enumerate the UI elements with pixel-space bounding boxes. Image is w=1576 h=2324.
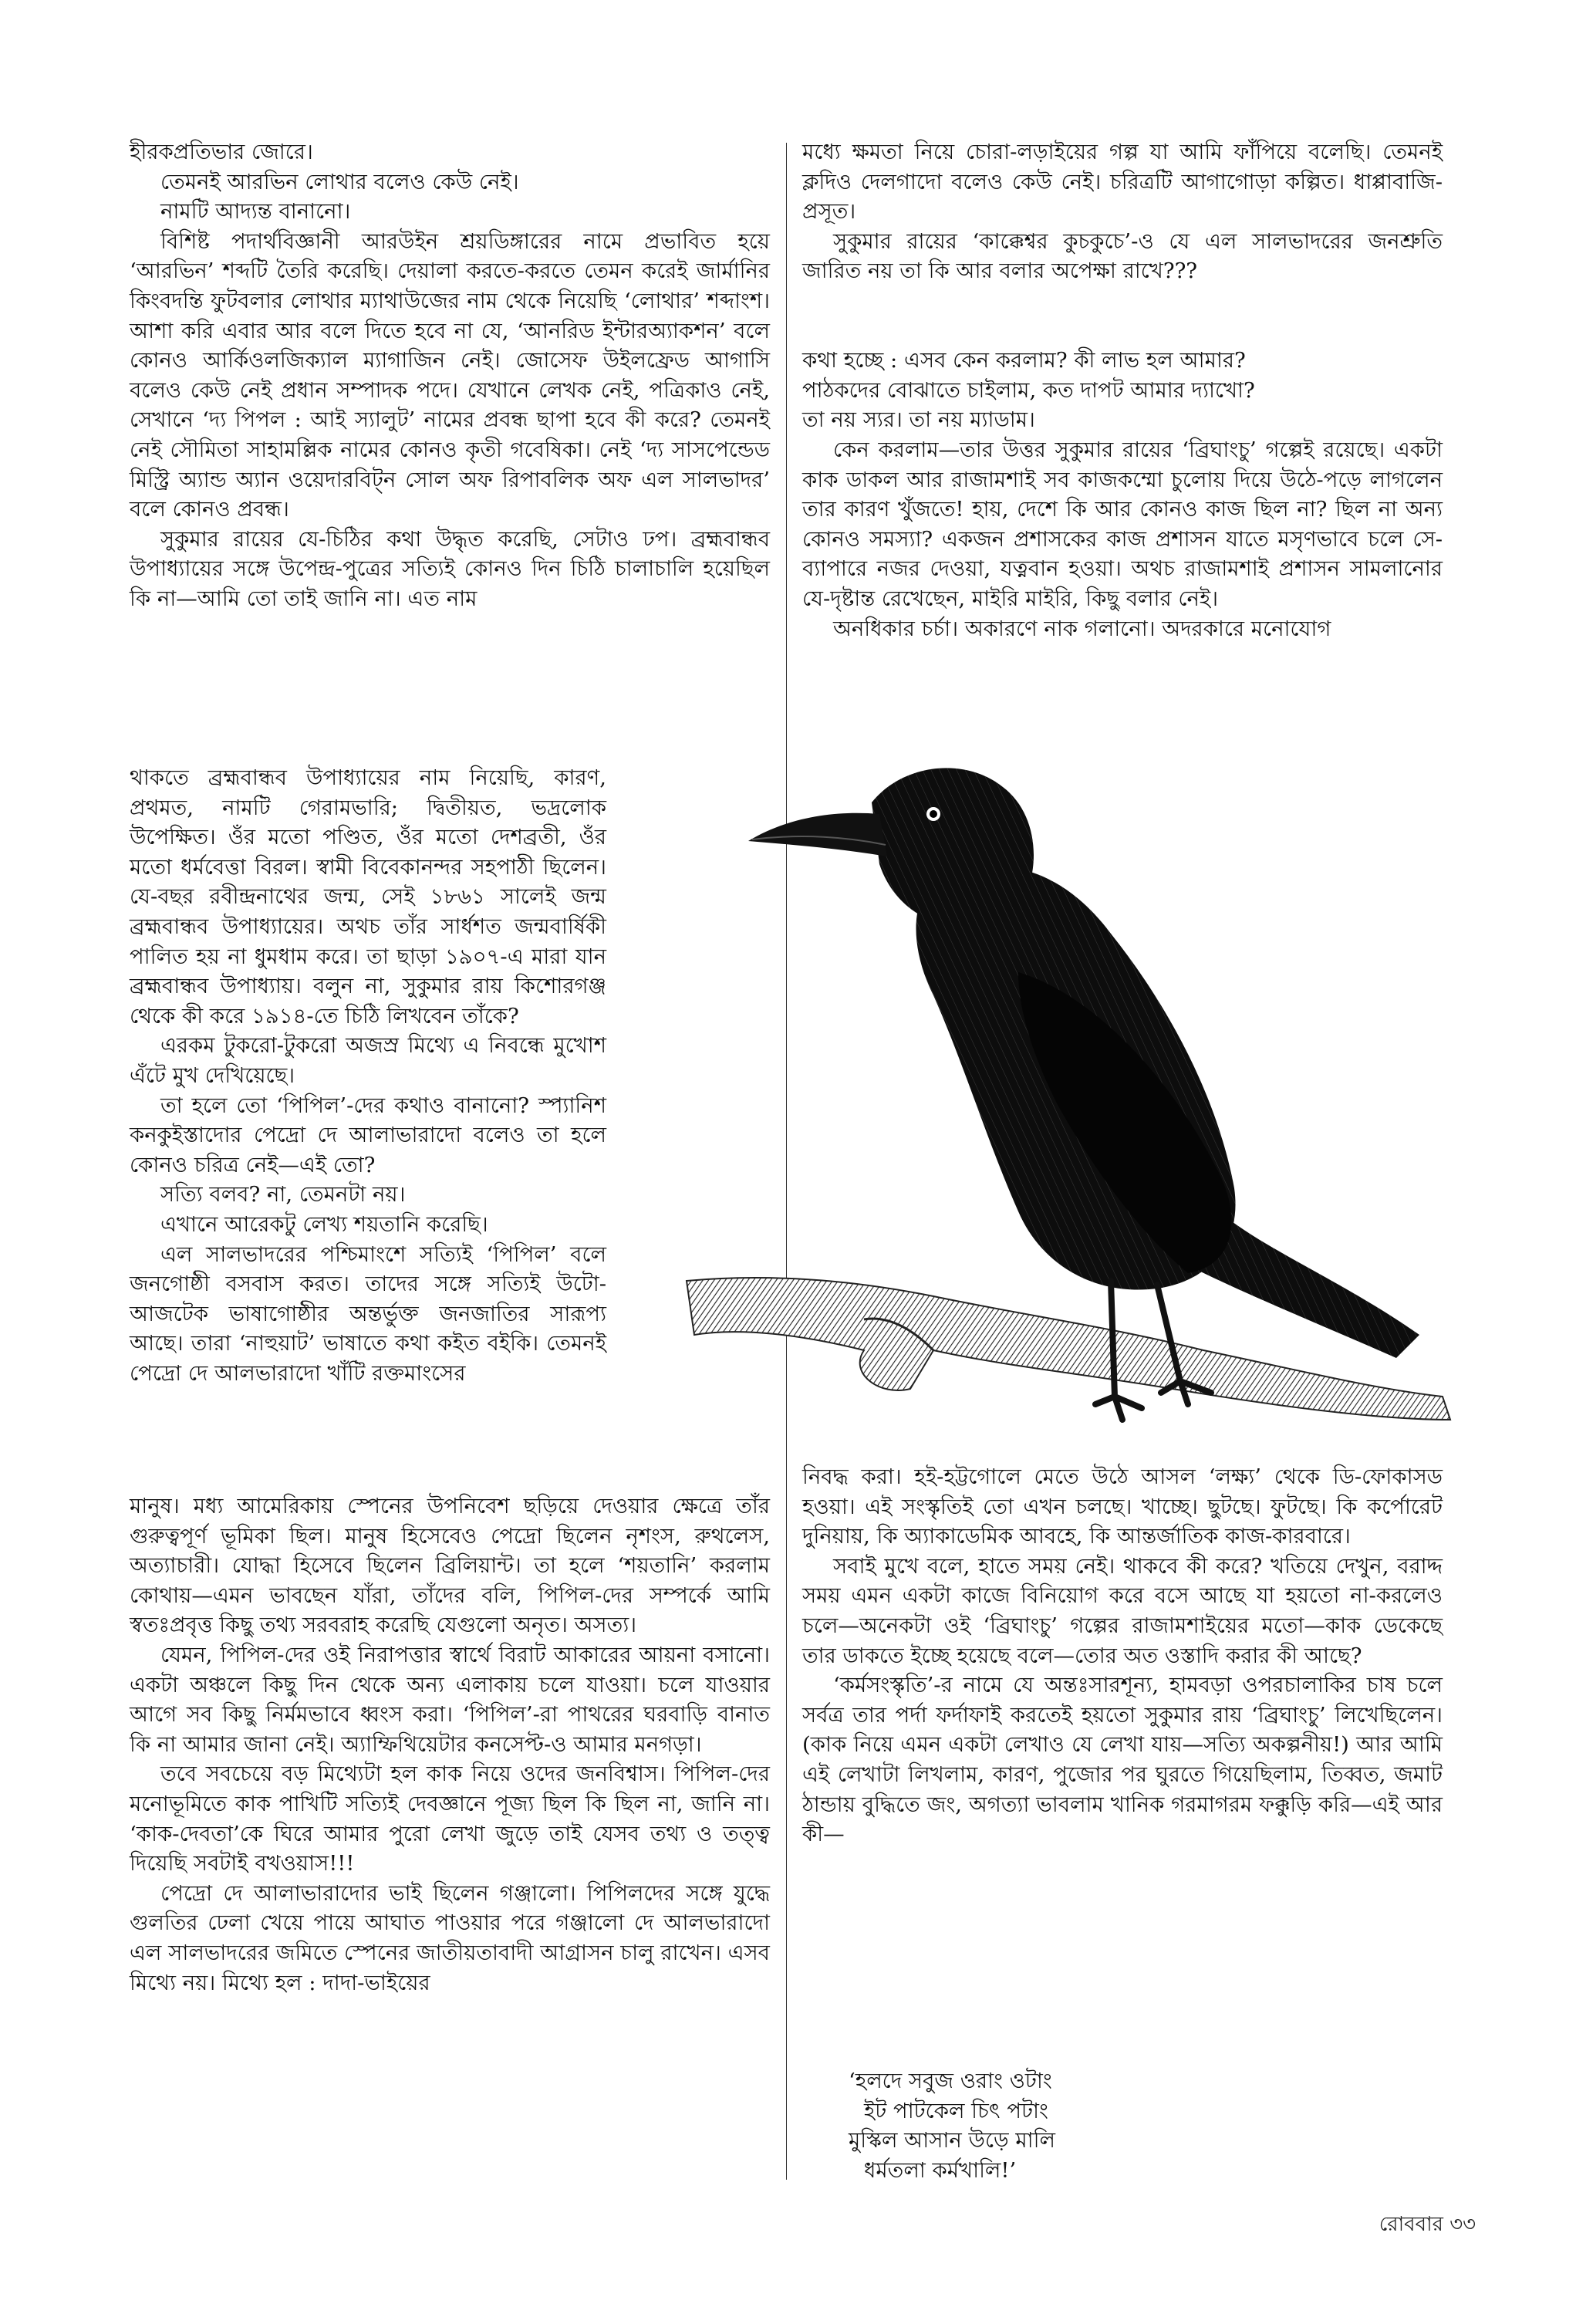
paragraph: যেমন, পিপিল-দের ওই নিরাপত্তার স্বার্থে বিরাট আকারের আয়না বসানো। একটা অঞ্চলে কিছু দিন থেকে অন্য এলাকায় চলে যাওয়া। চলে যাওয়ার আগে সব কিছু নির্মমভাবে ধ্বংস করা। ‘পিপিল’-রা পাথরের ঘরবাড়ি বানাত কি না আমার জানা নেই। অ্যাম্ফিথিয়েটার কনসেপ্ট-ও আমার মনগড়া। — [130, 1642, 770, 1757]
right-column-top — [802, 137, 1443, 286]
crow-illustration-icon — [679, 741, 1539, 1451]
paragraph: কেন করলাম—তার উত্তর সুকুমার রায়ের ‘ব্রিঘাংচু’ গল্পেই রয়েছে। একটা কাক ডাকল আর রাজামশাই সব কাজকম্মো চুলোয় দিয়ে উঠে-পড়ে লাগলেন তার কারণ খুঁজতে! হায়, দেশে কি আর কোনও কাজ ছিল না? ছিল না অন্য কোনও সমস্যা? একজন প্রশাসকের কাজ প্রশাসন যাতে মসৃণভাবে চলে সে-ব্যাপারে নজর দেওয়া, যত্নবান হওয়া। অথচ রাজামশাই প্রশাসন সামলানোর যে-দৃষ্টান্ত রেখেছেন, মাইরি মাইরি, কিছু বলার নেই। — [802, 437, 1443, 611]
right-column-verse — [802, 346, 1443, 435]
paragraph: তা হলে তো ‘পিপিল’-দের কথাও বানানো? স্প্যানিশ কনকুইস্তাদোর পেদ্রো দে আলাভারাদো বলেও তা হলে কোনও চরিত্র নেই—এই তো? — [130, 1093, 606, 1177]
right-column-middle — [802, 435, 1443, 643]
poem-line: মুস্কিল আসান উড়ে মালি — [849, 2128, 1056, 2153]
paragraph: সুকুমার রায়ের যে-চিঠির কথা উদ্ধৃত করেছি, সেটাও ঢপ। ব্রহ্মবান্ধব উপাধ্যায়ের সঙ্গে উপেন্দ্র-পুত্রের সত্যিই কোনও দিন চিঠি চালাচালি হয়েছিল কি না—আমি তো তাই জানি না। এত নাম — [130, 526, 770, 611]
right-column-bottom — [802, 1462, 1443, 1849]
paragraph: সবাই মুখে বলে, হাতে সময় নেই। থাকবে কী করে? খতিয়ে দেখুন, বরাদ্দ সময় এমন একটা কাজে বিনিয়োগ করে বসে আছে যা হয়তো না-করলেও চলে—অনেকটা ওই ‘ব্রিঘাংচু’ গল্পের রাজামশাইয়ের মতো—কাক ডেকেছে তার ডাকতে ইচ্ছে হয়েছে বলে—তোর অত ওস্তাদি করার কী আছে? — [802, 1553, 1443, 1668]
poem-line: ‘হলদে সবুজ ওরাং ওটাং — [849, 2069, 1052, 2093]
verse-line: পাঠকদের বোঝাতে চাইলাম, কত দাপট আমার দ্যাখো? — [802, 377, 1255, 403]
paragraph: মানুষ। মধ্য আমেরিকায় স্পেনের উপনিবেশ ছড়িয়ে দেওয়ার ক্ষেত্রে তাঁর গুরুত্বপূর্ণ ভূমিকা ছিল। মানুষ হিসেবেও পেদ্রো ছিলেন নৃশংস, রুথলেস, অত্যাচারী। যোদ্ধা হিসেবে ছিলেন ব্রিলিয়ান্ট। তা হলে ‘শয়তানি’ করলাম কোথায়—এমন ভাবছেন যাঁরা, তাঁদের বলি, পিপিল-দের সম্পর্কে আমি স্বতঃপ্রবৃত্ত কিছু তথ্য সরবরাহ করেছি যেগুলো অনৃত। অসত্য। — [130, 1494, 770, 1638]
verse-line: কথা হচ্ছে : এসব কেন করলাম? কী লাভ হল আমার? — [802, 348, 1246, 373]
paragraph: এল সালভাদরের পশ্চিমাংশে সত্যিই ‘পিপিল’ বলে জনগোষ্ঠী বসবাস করত। তাদের সঙ্গে সত্যিই উটো-আজটেক ভাষাগোষ্ঠীর অন্তর্ভুক্ত জনজাতির সারূপ্য আছে। তারা ‘নাহুয়াট’ ভাষাতে কথা কইত বইকি। তেমনই পেদ্রো দে আলভারাদো খাঁটি রক্তমাংসের — [130, 1241, 606, 1386]
paragraph: হীরকপ্রতিভার জোরে। — [130, 140, 313, 164]
poem-line: ধর্মতলা কর্মখালি!’ — [864, 2157, 1017, 2183]
left-column-bottom — [130, 1491, 770, 1998]
paragraph: ‘কর্মসংস্কৃতি’-র নামে যে অন্তঃসারশূন্য, হামবড়া ওপরচালাকির চাষ চলে সর্বত্র তার পর্দা ফর্দাফাই করতেই হয়তো সুকুমার রায় ‘ব্রিঘাংচু’ লিখেছিলেন। (কাক নিয়ে এমন একটা লেখাও যে লেখা যায়—সত্যি অকল্পনীয়!) আর আমি এই লেখাটা লিখলাম, কারণ, পুজোর পর ঘুরতে গিয়েছিলাম, তিব্বত, জমাট ঠান্ডায় বুদ্ধিতে জং, অগত্যা ভাবলাম খানিক গরমাগরম ফক্কুড়ি করি—এই আর কী— — [802, 1673, 1443, 1847]
paragraph: থাকতে ব্রহ্মবান্ধব উপাধ্যায়ের নাম নিয়েছি, কারণ, প্রথমত, নামটি গেরামভারি; দ্বিতীয়ত, ভদ্রলোক উপেক্ষিত। ওঁর মতো পণ্ডিত, ওঁর মতো দেশব্রতী, ওঁর মতো ধর্মবেত্তা বিরল। স্বামী বিবেকানন্দর সহপাঠী ছিলেন। যে-বছর রবীন্দ্রনাথের জন্ম, সেই ১৮৬১ সালেই জন্ম ব্রহ্মবান্ধব উপাধ্যায়ের। অথচ তাঁর সার্ধশত জন্মবার্ষিকী পালিত হয় না ধুমধাম করে। তা ছাড়া ১৯০৭-এ মারা যান ব্রহ্মবান্ধব উপাধ্যায়। বলুন না, সুকুমার রায় কিশোরগঞ্জ থেকে কী করে ১৯১৪-তে চিঠি লিখবেন তাঁকে? — [130, 765, 606, 1029]
paragraph: সুকুমার রায়ের ‘কাক্কেশ্বর কুচকুচে’-ও যে এল সালভাদরের জনশ্রুতি জারিত নয় তা কি আর বলার অপেক্ষা রাখে??? — [802, 228, 1443, 284]
paragraph: নিবদ্ধ করা। হই-হট্টগোলে মেতে উঠে আসল ‘লক্ষ্য’ থেকে ডি-ফোকাসড হওয়া। এই সংস্কৃতিই তো এখন চলছে। খাচ্ছে। ছুটছে। ফুটছে। কি কর্পোরেট দুনিয়ায়, কি অ্যাকাডেমিক আবহে, কি আন্তর্জাতিক কাজ-কারবারে। — [802, 1464, 1443, 1549]
paragraph: নামটি আদ্যন্ত বানানো। — [160, 199, 351, 225]
paragraph: অনধিকার চর্চা। অকারণে নাক গলানো। অদরকারে মনোযোগ — [833, 616, 1331, 641]
paragraph: বিশিষ্ট পদার্থবিজ্ঞানী আরউইন শ্রয়ডিঙ্গারের নামে প্রভাবিত হয়ে ‘আরভিন’ শব্দটি তৈরি করেছি। দেয়ালা করতে-করতে তেমন করেই জার্মানির কিংবদন্তি ফুটবলার লোথার ম্যাথাউজের নাম থেকে নিয়েছি ‘লোথার’ শব্দাংশ। আশা করি এবার আর বলে দিতে হবে না যে, ‘আনরিড ইন্টারঅ্যাকশন’ বলে কোনও আর্কিওলজিক্যাল ম্যাগাজিন নেই। জোসেফ উইলফ্রেড আগাসি বলেও কেউ নেই প্রধান সম্পাদক পদে। যেখানে লেখক নেই, পত্রিকাও নেই, সেখানে ‘দ্য পিপল : আই স্যালুট’ নামের প্রবন্ধ ছাপা হবে কী করে? তেমনই নেই সৌমিতা সাহামল্লিক নামের কোনও কৃতী গবেষিকা। নেই ‘দ্য সাসপেন্ডেড মিস্ট্রি অ্যান্ড অ্যান ওয়েদারবিট্‌ন সোল অফ রিপাবলিক অফ এল সালভাদর’ বলে কোনও প্রবন্ধ। — [130, 228, 770, 522]
left-column-narrow — [130, 763, 606, 1388]
poem-quote — [802, 2066, 1443, 2185]
page-folio: রোববার ৩৩ — [1379, 2213, 1476, 2236]
paragraph: এরকম টুকরো-টুকরো অজস্র মিথ্যে এ নিবন্ধে মুখোশ এঁটে মুখ দেখিয়েছে। — [130, 1033, 606, 1088]
paragraph: তেমনই আরভিন লোথার বলেও কেউ নেই। — [160, 169, 519, 194]
paragraph: সত্যি বলব? না, তেমনটা নয়। — [160, 1182, 406, 1208]
paragraph: এখানে আরেকটু লেখ্য শয়তানি করেছি। — [160, 1211, 488, 1237]
paragraph: তবে সবচেয়ে বড় মিথ্যেটা হল কাক নিয়ে ওদের জনবিশ্বাস। পিপিল-দের মনোভূমিতে কাক পাখিটি সত্যিই দেবজ্ঞানে পূজ্য ছিল কি ছিল না, জানি না। ‘কাক-দেবতা’কে ঘিরে আমার পুরো লেখা জুড়ে তাই যেসব তথ্য ও তত্ত্ব দিয়েছি সবটাই বখওয়াস!!! — [130, 1762, 770, 1876]
left-column-top — [130, 137, 770, 614]
paragraph: পেদ্রো দে আলাভারাদোর ভাই ছিলেন গঞ্জালো। পিপিলদের সঙ্গে যুদ্ধে গুলতির ঢেলা খেয়ে পায়ে আঘাত পাওয়ার পরে গঞ্জালো দে আলভারাদো এল সালভাদরের জমিতে স্পেনের জাতীয়তাবাদী আগ্রাসন চালু রাখেন। এসব মিথ্যে নয়। মিথ্যে হল : দাদা-ভাইয়ের — [130, 1880, 770, 1995]
verse-line: তা নয় স্যর। তা নয় ম্যাডাম। — [802, 407, 1035, 433]
paragraph: মধ্যে ক্ষমতা নিয়ে চোরা-লড়াইয়ের গল্প যা আমি ফাঁপিয়ে বলেছি। তেমনই ক্লদিও দেলগাদো বলেও কেউ নেই। চরিত্রটি আগাগোড়া কল্পিত। ধাপ্পাবাজি-প্রসূত। — [802, 140, 1443, 225]
poem-line: ইট পাটকেল চিৎ পটাং — [864, 2098, 1048, 2123]
